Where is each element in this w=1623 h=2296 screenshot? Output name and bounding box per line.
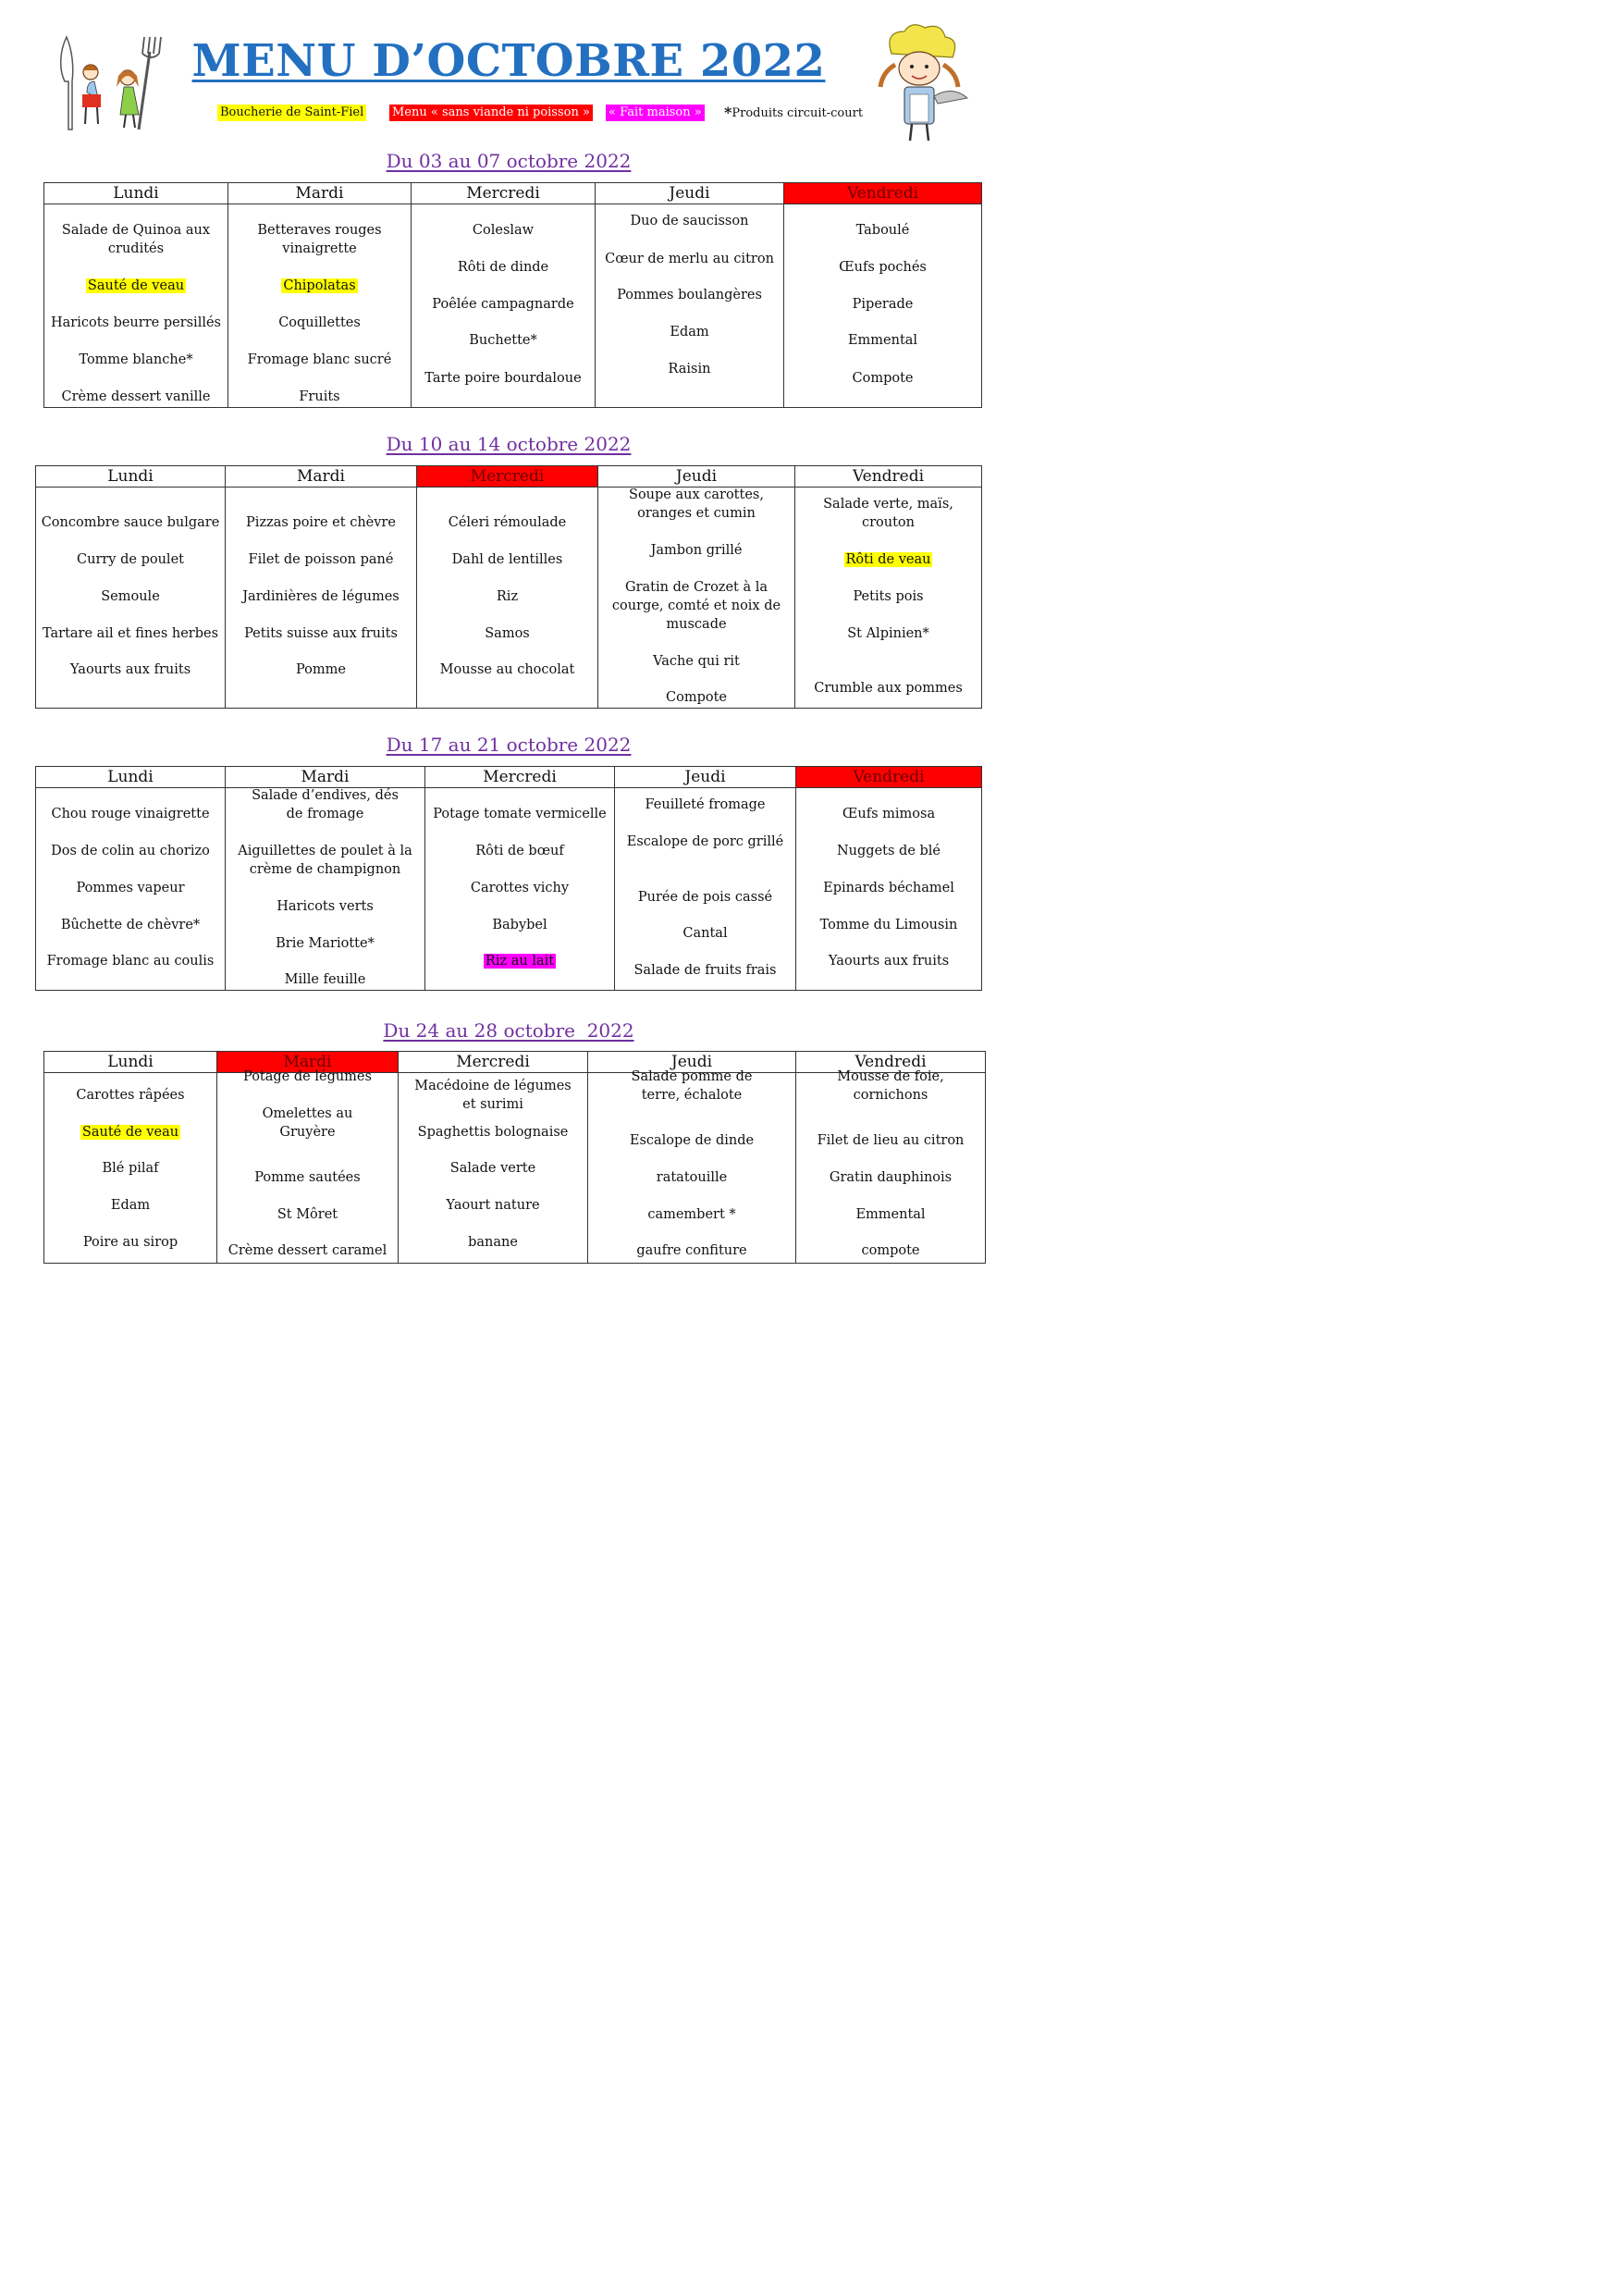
menu-item: Riz [496, 589, 519, 604]
menu-item: Fromage blanc au coulis [46, 954, 215, 969]
menu-item: Jardinières de légumes [242, 589, 400, 604]
menu-item: compote [861, 1243, 920, 1258]
menu-item: Crème dessert vanille [61, 389, 211, 404]
day-header: Jeudi [588, 1052, 796, 1073]
week-title: Du 24 au 28 octobre 2022 [383, 1019, 634, 1042]
menu-item: Mousse au chocolat [439, 662, 575, 677]
week-title: Du 17 au 21 octobre 2022 [386, 734, 632, 756]
day-header: Vendredi [796, 1052, 986, 1073]
menu-item: Jambon grillé [650, 543, 743, 558]
day-menu [784, 204, 982, 408]
day-menu [417, 488, 598, 709]
menu-item: Petits suisse aux fruits [244, 626, 398, 641]
menu-item: Œufs pochés [839, 260, 927, 275]
day-header-meatless: Vendredi [796, 767, 982, 788]
menu-item: Haricots verts [277, 899, 374, 914]
menu-item: St Môret [277, 1207, 338, 1222]
week-1-menu-table [43, 182, 982, 408]
menu-item: Samos [485, 626, 530, 641]
menu-item: Salade verte [449, 1161, 536, 1176]
menu-item: Pommes boulangères [617, 288, 762, 302]
menu-item: Taboulé [855, 223, 910, 238]
menu-item: Bûchette de chèvre* [60, 918, 201, 932]
menu-item: Compote [666, 690, 727, 705]
menu-item: Cœur de merlu au citron [605, 252, 774, 266]
day-menu [615, 788, 796, 991]
menu-item: Compote [852, 371, 914, 386]
day-menu [217, 1069, 399, 1264]
day-header: Mercredi [399, 1052, 588, 1073]
day-menu [44, 204, 228, 408]
day-header: Jeudi [596, 183, 784, 204]
day-header: Jeudi [615, 767, 796, 788]
day-header-meatless: Mercredi [417, 466, 598, 488]
menu-item: Cantal [682, 926, 728, 941]
day-header: Mardi [228, 183, 412, 204]
menu-item: Chou rouge vinaigrette [51, 807, 210, 821]
menu-item: banane [468, 1235, 518, 1250]
menu-item: gaufre confiture [636, 1243, 747, 1258]
day-menu [412, 204, 596, 408]
menu-item: Concombre sauce bulgare [41, 515, 220, 530]
menu-item: Vache qui rit [653, 654, 740, 669]
butcher-highlight: Chipolatas [283, 278, 356, 293]
menu-item: Tomme blanche* [79, 352, 193, 367]
menu-item: Purée de pois cassé [637, 890, 773, 905]
homemade-highlight: Riz au lait [485, 954, 555, 969]
menu-item: Rôti de dinde [457, 260, 549, 275]
day-menu [796, 1069, 986, 1264]
menu-item: Emmental [847, 333, 918, 348]
menu-item: Brie Mariotte* [276, 936, 375, 951]
day-menu [588, 1069, 796, 1264]
day-header: Mardi [226, 767, 425, 788]
menu-item: Babybel [492, 918, 547, 932]
menu-item: Petits pois [853, 589, 924, 604]
menu-item: Salade de Quinoa aux crudités [61, 223, 211, 256]
day-header: Lundi [44, 1052, 217, 1073]
day-menu [44, 1073, 217, 1264]
menu-item: Potage de légumes [243, 1069, 372, 1084]
menu-item: Aiguillettes de poulet à la crème de champignon [238, 844, 412, 877]
day-header: Vendredi [795, 466, 982, 488]
menu-item: Crème dessert caramel [227, 1243, 387, 1258]
menu-item [48, 1123, 213, 1142]
menu-item: Nuggets de blé [836, 844, 941, 858]
legend-vegetarian: Menu « sans viande ni poisson » [389, 105, 593, 121]
page-title: MENU D’OCTOBRE 2022 [191, 35, 826, 87]
menu-item: Crumble aux pommes [814, 681, 963, 696]
menu-item: Piperade [852, 297, 914, 312]
menu-item: Œufs mimosa [842, 807, 936, 821]
legend-butcher: Boucherie de Saint-Fiel [217, 105, 366, 121]
menu-item: Feuilleté fromage [645, 797, 766, 812]
menu-item: Yaourt nature [446, 1198, 540, 1213]
day-header: Mardi [226, 466, 417, 488]
menu-item: Gratin dauphinois [829, 1170, 953, 1185]
menu-item: Emmental [855, 1207, 926, 1222]
menu-item [232, 277, 407, 295]
menu-item: Duo de saucisson [630, 214, 749, 228]
menu-item: Salade pomme de terre, échalote [631, 1069, 753, 1103]
day-header: Mercredi [425, 767, 615, 788]
week-2-menu-table [35, 465, 982, 709]
week-title: Du 10 au 14 octobre 2022 [386, 433, 632, 455]
menu-item: Pomme sautées [254, 1170, 361, 1185]
day-header: Lundi [36, 767, 226, 788]
menu-item: Omelettes au Gruyère [262, 1106, 353, 1140]
menu-item: Poire au sirop [82, 1235, 178, 1250]
menu-item: Pommes vapeur [76, 881, 185, 895]
menu-item [799, 550, 977, 569]
menu-item: Mousse de foie, cornichons [837, 1069, 944, 1103]
day-menu [228, 204, 412, 408]
menu-item: Pomme [296, 662, 346, 677]
week-3-menu-table [35, 766, 982, 991]
butcher-highlight: Sauté de veau [87, 278, 185, 293]
day-menu [425, 788, 615, 991]
menu-item: Carottes râpées [76, 1088, 185, 1103]
menu-item: Epinards béchamel [823, 881, 954, 895]
menu-item [429, 952, 610, 970]
day-header-meatless: Mardi [217, 1052, 399, 1073]
day-header: Mercredi [412, 183, 596, 204]
menu-item: Gratin de Crozet à la courge, comté et noix de muscade [611, 580, 781, 632]
menu-item: Raisin [668, 362, 711, 376]
menu-item: Macédoine de légumes et surimi [414, 1079, 572, 1112]
menu-item: Semoule [101, 589, 160, 604]
menu-item: Salade d’endives, dés de fromage [252, 788, 399, 821]
menu-item: Carottes vichy [470, 881, 570, 895]
menu-item: Haricots beurre persillés [50, 315, 221, 330]
day-menu [226, 488, 417, 709]
menu-item: Pizzas poire et chèvre [246, 515, 396, 530]
menu-item: Céleri rémoulade [448, 515, 567, 530]
day-menu [226, 788, 425, 991]
day-header: Lundi [44, 183, 228, 204]
menu-item: Tartare ail et fines herbes [42, 626, 219, 641]
menu-item: Rôti de bœuf [475, 844, 564, 858]
menu-item: Salade verte, maïs, crouton [823, 497, 953, 530]
day-menu [598, 488, 795, 709]
menu-item: Filet de poisson pané [248, 552, 394, 567]
menu-item: Coleslaw [472, 223, 535, 238]
menu-item: St Alpinien* [847, 626, 929, 641]
menu-item: Fruits [299, 389, 340, 404]
legend-local-mark: * [724, 104, 732, 121]
week-4-menu-table [43, 1051, 986, 1264]
menu-item: Dahl de lentilles [451, 552, 563, 567]
day-header-meatless: Vendredi [784, 183, 982, 204]
menu-item: Curry de poulet [77, 552, 184, 567]
legend-local [721, 105, 866, 122]
day-menu [36, 488, 226, 709]
menu-item: Buchette* [469, 333, 537, 348]
menu-item: Betteraves rouges vinaigrette [257, 223, 382, 256]
butcher-highlight: Rôti de veau [845, 552, 931, 567]
menu-item: Salade de fruits frais [633, 963, 777, 978]
legend-homemade: « Fait maison » [606, 105, 705, 121]
day-menu [796, 788, 982, 991]
day-header: Jeudi [598, 466, 795, 488]
legend-local-label: Produits circuit-court [732, 106, 864, 120]
menu-item: Dos de colin au chorizo [51, 844, 210, 858]
menu-item: Yaourts aux fruits [69, 662, 191, 677]
day-menu [399, 1073, 588, 1264]
menu-item [48, 277, 224, 295]
day-menu [795, 488, 982, 709]
menu-item: Spaghettis bolognaise [417, 1125, 569, 1140]
menu-item: Poêlée campagnarde [432, 297, 574, 312]
menu-item: Filet de lieu au citron [817, 1133, 965, 1148]
day-menu [596, 204, 784, 408]
menu-item: Coquillettes [278, 315, 361, 330]
menu-item: Yaourts aux fruits [828, 954, 950, 969]
menu-item: Escalope de dinde [629, 1133, 755, 1148]
menu-item: Mille feuille [284, 972, 366, 987]
day-menu [36, 788, 226, 991]
menu-item: Fromage blanc sucré [247, 352, 392, 367]
menu-item: Blé pilaf [102, 1161, 159, 1176]
week-title: Du 03 au 07 octobre 2022 [386, 150, 632, 172]
menu-item: Potage tomate vermicelle [433, 807, 607, 821]
menu-item: Tomme du Limousin [819, 918, 958, 932]
day-header: Lundi [36, 466, 226, 488]
menu-item: Soupe aux carottes, oranges et cumin [629, 488, 764, 521]
menu-item: ratatouille [656, 1170, 728, 1185]
menu-item: Tarte poire bourdaloue [424, 371, 582, 386]
menu-item: Edam [670, 325, 709, 339]
butcher-highlight: Sauté de veau [81, 1125, 179, 1140]
menu-item: Escalope de porc grillé [626, 834, 784, 849]
menu-item: camembert * [647, 1207, 736, 1222]
menu-item: Edam [110, 1198, 151, 1213]
